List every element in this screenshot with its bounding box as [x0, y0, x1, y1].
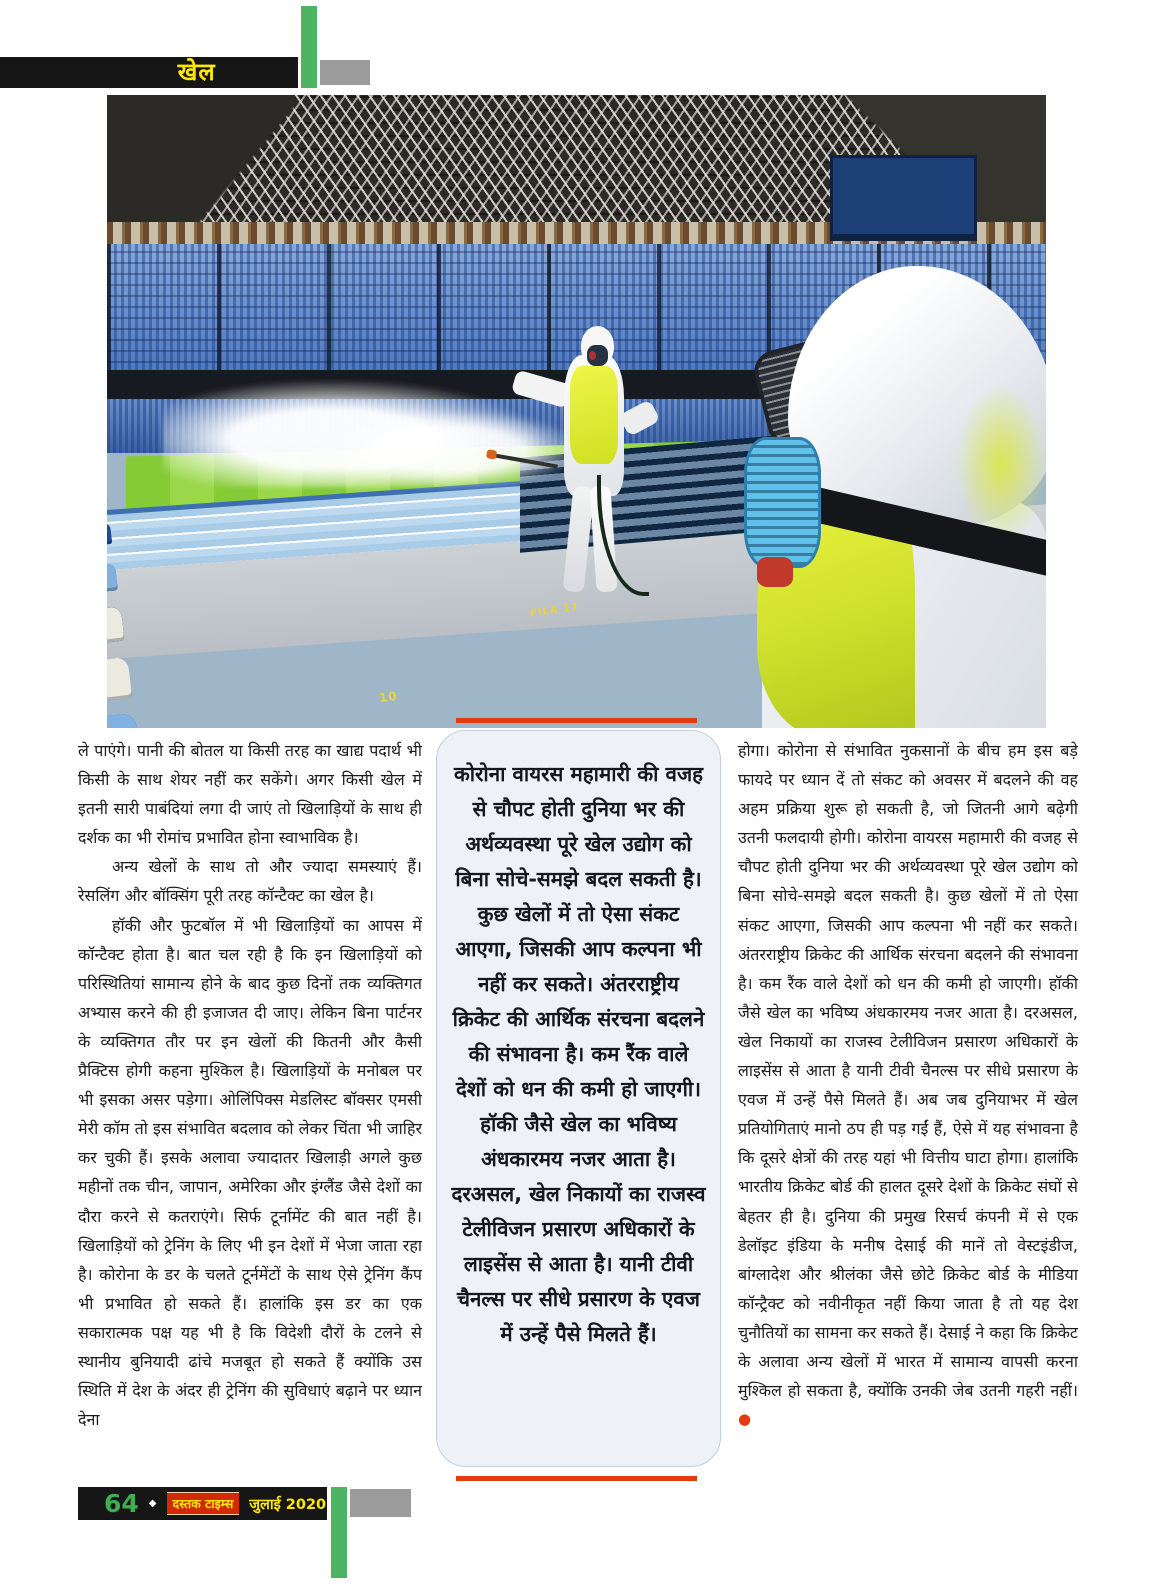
- pullquote-top-rule: [456, 718, 697, 723]
- issue-date: जुलाई 2020: [249, 1496, 327, 1513]
- left-column: [78, 736, 422, 1478]
- header-gray-box: [320, 60, 370, 85]
- page-number: 64: [104, 1489, 139, 1518]
- body-paragraph: ले पाएंगे। पानी की बोतल या किसी तरह का खाद्य पदार्थ भी किसी के साथ शेयर नहीं कर सकेंगे। अगर किसी खेल में इतनी सारी पाबंदियां लगा दी जाएं तो खिलाड़ियों के साथ ही दर्शक का भी रोमांच प्रभावित होना स्वाभाविक है।: [78, 741, 422, 848]
- worker-foreground-respirator: [744, 437, 821, 568]
- worker-spraying: [544, 326, 647, 592]
- diamond-separator-icon: ◆: [148, 1498, 157, 1509]
- pullquote-bottom-rule: [456, 1476, 697, 1481]
- worker-foreground-shoulder: [957, 386, 1046, 543]
- stadium-photo: [107, 95, 1046, 728]
- footer-gray-box: [350, 1489, 411, 1517]
- body-text: होगा। कोरोना से संभावित नुकसानों के बीच हम इस बड़े फायदे पर ध्यान दें तो संकट को अवसर में बदलने की वह अहम प्रक्रिया शुरू हो सकती है, जो जितनी आगे बढ़ेगी उतनी फलदायी होगी। कोरोना वायरस महामारी की वजह से चौपट होती दुनिया भर की अर्थव्यवस्था पूरे खेल उद्योग को बिना सोचे-समझे बदल सकती है। कुछ खेलों में तो ऐसा संकट आएगा, जिसकी आप कल्पना भी नहीं कर सकते। अंतरराष्ट्रीय क्रिकेट की आर्थिक संरचना बदलने की संभावना है। कम रैंक वाले देशों को धन की कमी हो जाएगी। हॉकी जैसे खेल का भविष्य अंधकारमय नजर आता है। दरअसल, खेल निकायों का राजस्व टेलीविजन प्रसारण अधिकारों के लाइसेंस से आता है यानी टीवी चैनल्स पर सीधे प्रसारण के एवज में उन्हें पैसे मिलते हैं। अब जब दुनियाभर में खेल प्रतियोगिताएं मानो ठप ही पड़ गईं हैं, ऐसे में यह संभावना है कि दूसरे क्षेत्रों की तरह यहां भी वित्तीय घाटा होगा। हालांकि भारतीय क्रिकेट बोर्ड की हालत दूसरे देशों के क्रिकेट संघों से बेहतर ही है। दुनिया की प्रमुख रिसर्च कंपनी में से एक डेलॉइट इंडिया के मनीष देसाई की मानें तो वेस्टइंडीज, बांग्लादेश और श्रीलंका जैसे छोटे क्रिकेट बोर्ड के मीडिया कॉन्ट्रैक्ट को नवीनीकृत नहीं किया जाता है तो यह देश चुनौतियों का सामना कर सकते हैं। देसाई ने कहा कि क्रिकेट के अलावा अन्य खेलों में भारत में सामान्य वापसी करना मुश्किल हो सकता है, क्योंकि उनकी जेब उतनी गहरी नहीं।: [738, 741, 1078, 1401]
- right-column: [738, 736, 1078, 1484]
- worker-respirator: [587, 345, 608, 366]
- header-green-bar: [301, 6, 317, 88]
- article-end-mark: ●: [738, 1410, 752, 1429]
- body-paragraph: अन्य खेलों के साथ तो और ज्यादा समस्याएं हैं। रेसलिंग और बॉक्सिंग पूरी तरह कॉन्टैक्ट का खेल है।: [78, 857, 422, 906]
- disinfectant-mist-2: [332, 412, 576, 488]
- pull-quote-text: कोरोना वायरस महामारी की वजह से चौपट होती दुनिया भर की अर्थव्यवस्था पूरे खेल उद्योग को बिना सोचे-समझे बदल सकती है। कुछ खेलों में तो ऐसा संकट आएगा, जिसकी आप कल्पना भी नहीं कर सकते। अंतरराष्ट्रीय क्रिकेट की आर्थिक संरचना बदलने की संभावना है। कम रैंक वाले देशों को धन की कमी हो जाएगी। हॉकी जैसे खेल का भविष्य अंधकारमय नजर आता है। दरअसल, खेल निकायों का राजस्व टेलीविजन प्रसारण अधिकारों के लाइसेंस से आता है। यानी टीवी चैनल्स पर सीधे प्रसारण के एवज में उन्हें पैसे मिलते हैं।: [451, 762, 706, 1346]
- worker-hivis-vest: [570, 366, 618, 464]
- walkway-stencil-text: FILA 17: [529, 601, 580, 619]
- section-title: खेल: [177, 57, 216, 86]
- footer-green-bar: [331, 1487, 347, 1578]
- body-paragraph: [738, 736, 1078, 1434]
- pull-quote-box: [436, 730, 721, 1467]
- section-header-bar: [0, 57, 298, 88]
- body-paragraph: हॉकी और फुटबॉल में भी खिलाड़ियों का आपस में कॉन्टैक्ट होता है। बात चल रही है कि इन खिलाड़ियों को परिस्थितियां सामान्य होने के बाद कुछ दिनों तक व्यक्तिगत अभ्यास करने की ही इजाजत दी जाए। लेकिन बिना पार्टनर के व्यक्तिगत तौर पर इन खेलों की कितनी और कैसी प्रैक्टिस होगी कहना मुश्किल है। खिलाड़ियों के मनोबल पर भी इसका असर पड़ेगा। ओलिंपिक्स मेडलिस्ट बॉक्सर एमसी मेरी कॉम तो इस संभावित बदलाव को लेकर चिंता भी जाहिर कर चुकी हैं। इसके अलावा ज्यादातर खिलाड़ी अगले कुछ महीनों तक चीन, जापान, अमेरिका और इंग्लैंड जैसे देशों का दौरा करने से कतराएंगे। सिर्फ टूर्नामेंट की बात नहीं है। खिलाड़ियों को ट्रेनिंग के लिए भी इन देशों में भेजा जाता रहा है। कोरोना के डर के चलते टूर्नमेंटों के साथ ऐसे ट्रेनिंग कैंप भी प्रभावित हो सकते हैं। हालांकि इस डर का एक सकारात्मक पक्ष यह भी है कि विदेशी दौरों के टलने से स्थानीय बुनियादी ढांचे मजबूत हो सकते हैं क्योंकि उस स्थिति में देश के अंदर ही ट्रेनिंग की सुविधाएं बढ़ाने पर ध्यान देना: [78, 915, 422, 1430]
- magazine-logo: दस्तक टाइम्स: [167, 1492, 240, 1515]
- footer-bar: [78, 1487, 327, 1520]
- worker-foreground: [783, 266, 1046, 728]
- step-number-stencil: 10: [378, 688, 399, 706]
